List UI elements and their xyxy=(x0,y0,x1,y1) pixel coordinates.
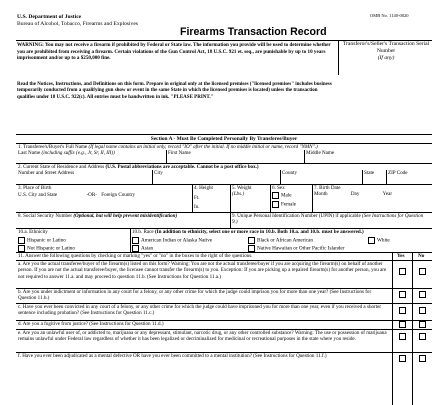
q11a-yes-checkbox[interactable] xyxy=(399,268,406,275)
q10a-label: 10.a. Ethnicity xyxy=(18,229,48,235)
q6-sex-field xyxy=(272,185,312,208)
q7-month-label: Month xyxy=(314,191,328,198)
q2-city-field[interactable] xyxy=(154,170,234,176)
q10b-r1: American Indian or Alaska Native xyxy=(141,237,213,244)
q3-or-label: -OR- xyxy=(86,192,97,199)
q4-height-field[interactable] xyxy=(194,185,228,210)
male-checkbox[interactable] xyxy=(272,192,279,199)
section-a-heading: Section A - Must Be Completed Personally By Transferee/Buyer xyxy=(16,135,432,144)
asian-checkbox[interactable] xyxy=(132,245,139,252)
q1-last-name-note: (including suffix (e.g., Jr, Sr, II, III)) xyxy=(41,150,115,156)
q11c-no-checkbox[interactable] xyxy=(419,307,426,314)
q11c-text: c. Have you ever been convicted in any court of a felony, or any other crime for which the judge could have imprisoned you for more than one year, even if you received a shorter sentence including probation? (See Instructions for Question 11.c.) xyxy=(18,304,382,317)
q-divider xyxy=(192,184,193,212)
q6-female-label: Female xyxy=(281,201,296,208)
q10a-opt2: Not Hispanic or Latino xyxy=(27,245,75,252)
serial-number-label: Transferor's/Seller's Transaction Serial Number xyxy=(342,41,430,54)
q2-label: 2. Current State of Residence and Address xyxy=(18,164,105,170)
q11d-no-checkbox[interactable] xyxy=(419,321,426,328)
section-a-grid xyxy=(16,134,432,405)
q2-state-field[interactable] xyxy=(364,170,384,176)
q2-county-field[interactable] xyxy=(282,170,352,176)
q1-middle-name-field[interactable] xyxy=(306,150,426,156)
q4-in-label: In. xyxy=(194,203,200,210)
q1-first-name-label: First Name xyxy=(168,150,191,156)
q-divider xyxy=(130,228,131,252)
agency-block xyxy=(17,14,138,28)
q11d-text: d. Are you a fugitive from justice? (See Instructions for Question 11.d.) xyxy=(18,321,164,327)
white-checkbox[interactable] xyxy=(368,237,375,244)
form-title: Firearms Transaction Record xyxy=(180,26,327,38)
q11a-text: a. Are you the actual transferee/buyer of the firearm(s) listed on this form? Warning: You are not the actual transferee/buyer if you are acquiring the firearm(s) on behalf of another person. If you are not the actual transferee/buyer, the licensee cannot transfer the firearm(s) to you. Exception: If you are picking up a repaired firearm(s) for another person, you are not required to answer 11.a. and may proceed to question 11.b. (See Instructions for Question 11.a.) xyxy=(18,261,387,280)
q1-last-name-field[interactable] xyxy=(18,150,158,156)
q10b-r4: Asian xyxy=(141,245,154,252)
instructions-text: Read the Notices, Instructions, and Definitions on this form. Prepare in original only at the licensed premises ("licensed premises" includes business temporarily conducted from a qualifying gun show or event in the same State in which the licensed premises is located) unless the transaction qualifies under 18 U.S.C. 922(c). All entries must be handwritten in ink. "PLEASE PRINT." xyxy=(17,82,332,100)
q11b-yes-checkbox[interactable] xyxy=(399,291,406,298)
q4-ft-label: Ft. xyxy=(194,195,200,202)
pacific-islander-checkbox[interactable] xyxy=(248,245,255,252)
q9-label: 9. Unique Personal Identification Number (UPIN) if applicable xyxy=(232,213,361,219)
q2-street-field[interactable] xyxy=(18,170,138,176)
q2-zip-field[interactable] xyxy=(388,170,428,176)
q1-divider-1 xyxy=(166,150,167,163)
q5-unit: (Lbs.) xyxy=(232,191,245,198)
q11d-yes-checkbox[interactable] xyxy=(399,321,406,328)
q10b-r2: Black or African American xyxy=(257,237,314,244)
q11b-no-checkbox[interactable] xyxy=(419,291,426,298)
q5-label: 5. Weight xyxy=(232,185,252,191)
q10b-label: 10.b. Race xyxy=(132,229,154,235)
q11f-no-checkbox[interactable] xyxy=(419,355,426,362)
q5-weight-field[interactable] xyxy=(232,185,268,198)
q11f-text: f. Have you ever been adjudicated as a mental defective OR have you ever been committed to a mental institution? (See Instructions for Question 11.f.) xyxy=(18,353,327,359)
yes-header: Yes xyxy=(397,253,405,259)
q11e-text: e. Are you an unlawful user of, or addicted to, marijuana or any depressant, stimulant, narcotic drug, or any other controlled substance? Warning: The use or possession of marijuana remains unlawful under Federal law regardless of whether it has been legalized or decriminalized for medicinal or recreational purposes in the state where you reside. xyxy=(18,330,387,343)
q10b-note: (In addition to ethnicity, select one or more race in 10.b. Both 10.a. and 10.b. must be answered.) xyxy=(154,229,364,235)
q11b-text: b. Are you under indictment or information in any court for a felony, or any other crime for which the judge could imprison you for more than one year? (See Instructions for Question 11.b.) xyxy=(18,289,372,302)
q9-note: (See Instructions for Question 9.) xyxy=(232,213,424,226)
q7-label: 7. Birth Date xyxy=(314,185,341,191)
q2-zip-label: ZIP Code xyxy=(388,170,408,176)
q-divider xyxy=(270,184,271,212)
q2-county-label: County xyxy=(282,170,298,176)
q8-ssn-field[interactable] xyxy=(18,213,228,219)
department-name: U.S. Department of Justice xyxy=(17,14,82,20)
q2-note: (U.S. Postal abbreviations are acceptable. Cannot be a post office box.) xyxy=(105,164,259,170)
q9-upin-field[interactable] xyxy=(232,213,430,226)
q3-foreign-label: Foreign Country xyxy=(101,192,136,199)
q10b-row xyxy=(132,229,430,235)
q11a-no-checkbox[interactable] xyxy=(419,268,426,275)
q7-year-label: Year xyxy=(382,191,393,198)
q11e-yes-checkbox[interactable] xyxy=(399,333,406,340)
q11e-no-checkbox[interactable] xyxy=(419,333,426,340)
q1-middle-name-label: Middle Name xyxy=(306,150,335,156)
q3-label: 3. Place of Birth xyxy=(18,185,52,191)
hispanic-checkbox[interactable] xyxy=(18,237,25,244)
q8-label: 8. Social Security Number xyxy=(18,213,73,219)
q2-divider-1 xyxy=(152,170,153,184)
american-indian-checkbox[interactable] xyxy=(132,237,139,244)
not-hispanic-checkbox[interactable] xyxy=(18,245,25,252)
q1-last-name-label: Last Name xyxy=(18,150,41,156)
no-header: No xyxy=(418,253,425,259)
omb-number: OMB No. 1140-0020 xyxy=(370,13,409,18)
q4-label: 4. Height xyxy=(194,185,213,191)
female-checkbox[interactable] xyxy=(272,201,279,208)
q10b-r5: Native Hawaiian or Other Pacific Islander xyxy=(257,245,345,252)
q2-divider-4 xyxy=(386,170,387,184)
q11f-yes-checkbox[interactable] xyxy=(399,355,406,362)
q7-day-label: Day xyxy=(350,191,360,198)
q1-first-name-field[interactable] xyxy=(168,150,298,156)
serial-number-field[interactable] xyxy=(338,41,433,75)
q3-place-of-birth[interactable] xyxy=(18,185,188,199)
q8-note: (Optional, but will help prevent misidentification) xyxy=(73,213,178,219)
q1-instructions: (If legal name contains an initial only, record "IO" after the initial. If no middle initial or name, record "NMN".) xyxy=(88,144,318,150)
q-divider xyxy=(312,184,313,212)
warning-text: WARNING: You may not receive a firearm if prohibited by Federal or State law. The information you provide will be used to determine whether you are prohibited from receiving a firearm. Certain violations of the Gun Control Act, 18 U.S.C. 921 et. seq., are punishable by up to 10 years imprisonment and/or up to a $250,000 fine. xyxy=(17,42,331,62)
q1-divider-2 xyxy=(304,150,305,163)
serial-number-note: (If any) xyxy=(377,54,395,61)
q6-label: 6. Sex xyxy=(272,185,285,191)
q2-state-label: State xyxy=(364,170,375,176)
q11c-yes-checkbox[interactable] xyxy=(399,307,406,314)
q1-label: 1. Transferee's/Buyer's Full Name xyxy=(18,144,88,150)
q3-us-label: U.S. City and State xyxy=(18,192,58,199)
q10a-opt1: Hispanic or Latino xyxy=(27,237,66,244)
q2-street-label: Number and Street Address xyxy=(18,170,75,176)
q7-birth-date-field[interactable] xyxy=(314,185,430,198)
q2-divider-2 xyxy=(280,170,281,184)
q10b-r3: White xyxy=(377,237,390,244)
bureau-name: Bureau of Alcohol, Tobacco, Firearms and Explosives xyxy=(17,21,138,27)
q-divider xyxy=(230,212,231,228)
black-checkbox[interactable] xyxy=(248,237,255,244)
q2-divider-3 xyxy=(362,170,363,184)
q11-intro: 11. Answer the following questions by checking or marking "yes" or "no" in the boxes to the right of the questions. xyxy=(18,253,253,259)
q-divider xyxy=(230,184,231,212)
q2-city-label: City xyxy=(154,170,163,176)
q6-male-label: Male xyxy=(281,192,292,199)
